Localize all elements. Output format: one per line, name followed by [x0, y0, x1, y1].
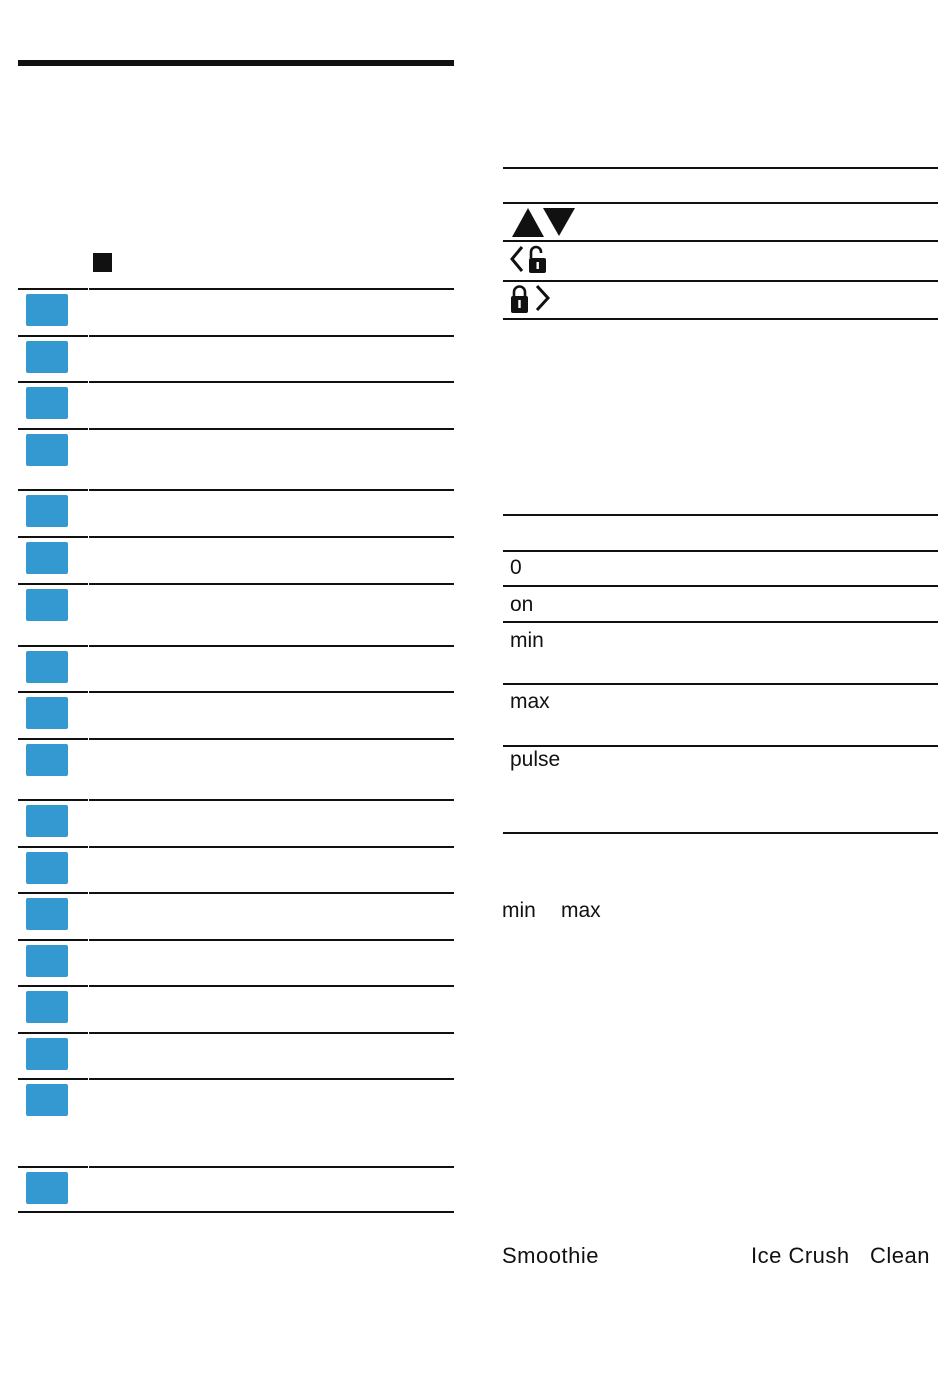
- item-number-badge: [26, 805, 68, 837]
- row-rule-gap: [88, 536, 89, 538]
- speed-row-rule: [503, 745, 938, 747]
- row-rule-gap: [88, 335, 89, 337]
- row-rule-gap: [88, 1078, 89, 1080]
- table-row: [18, 892, 454, 939]
- speed-table-top-rule: [503, 514, 938, 516]
- table-row: [18, 846, 454, 892]
- row-rule-gap: [88, 691, 89, 693]
- table-row: [18, 536, 454, 583]
- lock-right-icon: [510, 283, 554, 315]
- up-down-triangles-icon: [510, 206, 580, 238]
- speed-value-pulse: pulse: [510, 748, 561, 771]
- speed-value-0: 0: [510, 556, 522, 579]
- table-row: [18, 738, 454, 799]
- symbol-row-rule: [503, 280, 938, 282]
- symbol-table-bottom-rule: [503, 318, 938, 320]
- item-number-badge: [26, 1172, 68, 1204]
- speed-row-rule: [503, 585, 938, 587]
- row-rule-gap: [88, 892, 89, 894]
- row-rule-gap: [88, 1032, 89, 1034]
- row-rule-gap: [88, 583, 89, 585]
- table-row: [18, 1078, 454, 1166]
- table-row: [18, 428, 454, 489]
- program-ice-crush: Ice Crush: [751, 1243, 850, 1268]
- speed-value-min: min: [510, 629, 544, 652]
- item-number-badge: [26, 852, 68, 884]
- speed-value-max: max: [510, 690, 550, 713]
- row-rule-gap: [88, 489, 89, 491]
- item-number-badge: [26, 495, 68, 527]
- table-row: [18, 1032, 454, 1078]
- speed-range-max: max: [561, 899, 601, 922]
- item-number-badge: [26, 387, 68, 419]
- row-rule-gap: [88, 738, 89, 740]
- row-rule-gap: [88, 288, 89, 290]
- item-number-badge: [26, 651, 68, 683]
- table-row: [18, 489, 454, 536]
- table-row: [18, 939, 454, 985]
- program-clean: Clean: [870, 1243, 930, 1268]
- table-row: [18, 583, 454, 645]
- row-rule-gap: [88, 985, 89, 987]
- item-number-badge: [26, 1084, 68, 1116]
- row-rule-gap: [88, 381, 89, 383]
- item-number-badge: [26, 991, 68, 1023]
- table-row: [18, 691, 454, 738]
- row-rule-gap: [88, 939, 89, 941]
- parts-table: [18, 288, 454, 1213]
- symbol-table-header-rule: [503, 202, 938, 204]
- table-row: [18, 335, 454, 381]
- table-row: [18, 1166, 454, 1213]
- program-smoothie: Smoothie: [502, 1243, 599, 1268]
- section-heading-rule: [18, 60, 454, 66]
- speed-row-rule: [503, 621, 938, 623]
- row-rule-gap: [88, 645, 89, 647]
- row-rule-gap: [88, 1166, 89, 1168]
- item-number-badge: [26, 744, 68, 776]
- symbol-row-rule: [503, 240, 938, 242]
- item-number-badge: [26, 341, 68, 373]
- speed-table-bottom-rule: [503, 832, 938, 834]
- item-number-badge: [26, 294, 68, 326]
- item-number-badge: [26, 898, 68, 930]
- table-row: [18, 381, 454, 428]
- item-number-badge: [26, 945, 68, 977]
- table-row: [18, 288, 454, 335]
- speed-value-on: on: [510, 593, 534, 616]
- row-rule-gap: [88, 428, 89, 430]
- unlock-left-icon: [510, 244, 554, 276]
- row-rule-gap: [88, 846, 89, 848]
- item-number-badge: [26, 542, 68, 574]
- item-number-badge: [26, 697, 68, 729]
- symbol-table-top-rule: [503, 167, 938, 169]
- item-number-badge: [26, 589, 68, 621]
- item-number-badge: [26, 434, 68, 466]
- table-row: [18, 799, 454, 846]
- speed-row-rule: [503, 683, 938, 685]
- table-row: [18, 645, 454, 691]
- table-row: [18, 985, 454, 1032]
- speed-range-min: min: [502, 899, 536, 922]
- row-rule-gap: [88, 799, 89, 801]
- item-number-badge: [26, 1038, 68, 1070]
- stop-square-icon: [93, 253, 112, 272]
- speed-table-header-rule: [503, 550, 938, 552]
